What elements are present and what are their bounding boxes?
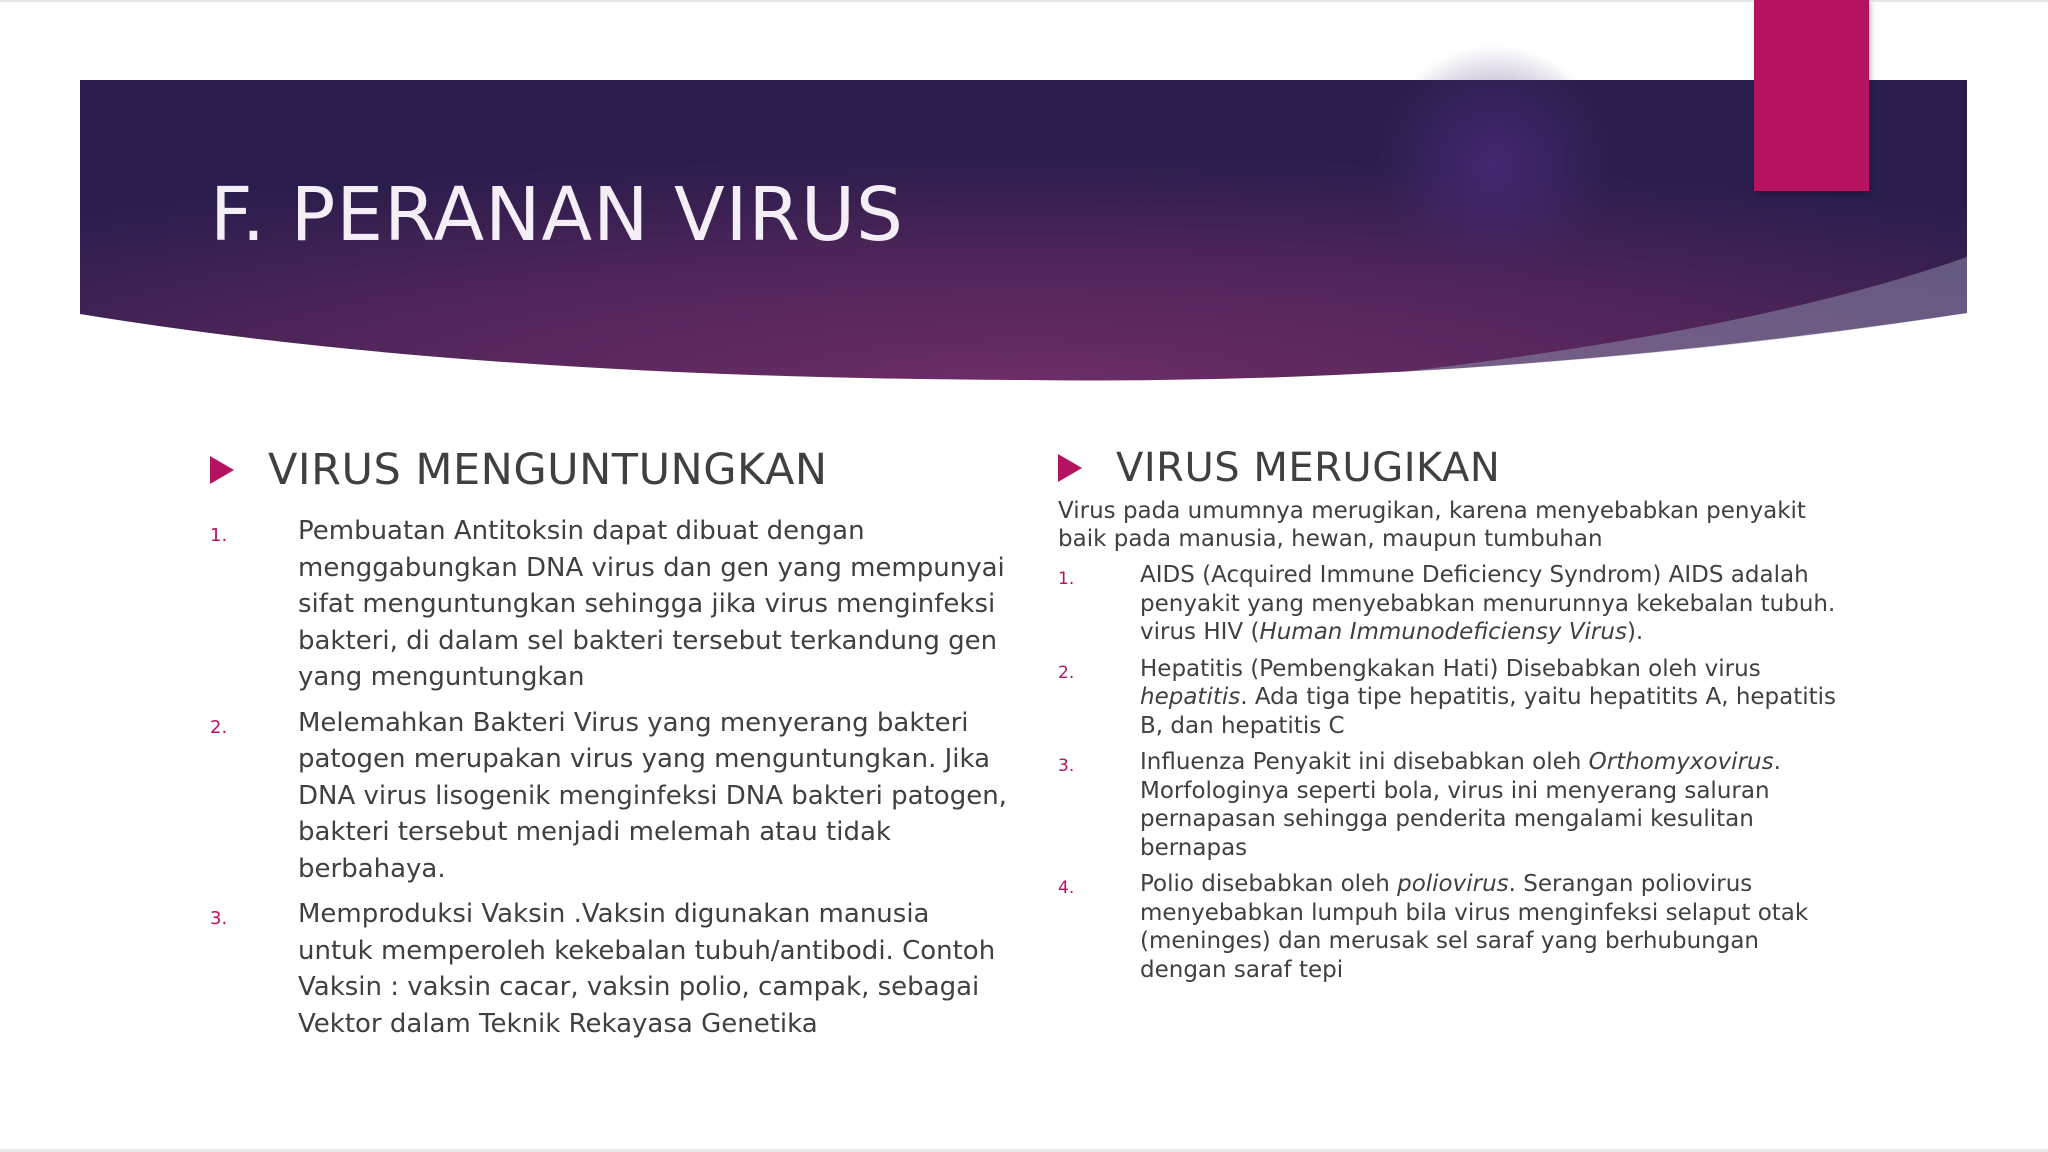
list-text: AIDS (Acquired Immune Deficiency Syndrom) AIDS adalah penyakit yang menyebabkan menurunnya kekebalan tubuh. virus HIV (	[1140, 562, 1836, 645]
right-heading	[1058, 445, 1848, 491]
right-heading-text: VIRUS MERUGIKAN	[1116, 445, 1501, 491]
list-number: 4.	[1058, 878, 1075, 898]
right-column	[1058, 445, 1848, 992]
list-text-italic: poliovirus	[1397, 871, 1509, 897]
list-number: 3.	[210, 908, 228, 929]
list-text: . Serangan poliovirus menyebabkan lumpuh bila virus menginfeksi selaput otak (meninges) dan merusak sel saraf yang berhubungan dengan saraf tepi	[1140, 871, 1809, 983]
list-text: Influenza Penyakit ini disebabkan oleh	[1140, 749, 1589, 775]
list-number: 2.	[1058, 662, 1075, 683]
list-text: Memproduksi Vaksin .Vaksin digunakan manusia untuk memperoleh kekebalan tubuh/antibodi. Contoh Vaksin : vaksin cacar, vaksin polio, campak, sebagai Vektor dalam Teknik Rekayasa Genetika	[298, 899, 996, 1039]
list-item	[210, 896, 1010, 1042]
triangle-bullet-icon	[210, 456, 234, 484]
list-item	[1058, 748, 1848, 862]
list-item	[1058, 561, 1848, 647]
list-text: . Morfologinya seperti bola, virus ini menyerang saluran pernapasan sehingga penderita mengalami kesulitan bernapas	[1140, 749, 1781, 861]
list-number: 1.	[1058, 569, 1075, 589]
list-number: 1.	[210, 525, 228, 546]
list-text-italic: Orthomyxovirus	[1588, 749, 1774, 775]
left-heading-text: VIRUS MENGUNTUNGKAN	[268, 445, 828, 495]
left-column	[210, 445, 1010, 1051]
right-intro: Virus pada umumnya merugikan, karena menyebabkan penyakit baik pada manusia, hewan, maupun tumbuhan	[1058, 498, 1806, 552]
list-text: Pembuatan Antitoksin dapat dibuat dengan menggabungkan DNA virus dan gen yang mempunyai sifat menguntungkan sehingga jika virus menginfeksi bakteri, di dalam sel bakteri tersebut terkandung gen yang menguntungkan	[298, 516, 1005, 692]
list-text-italic: Human Immunodeficiensy Virus	[1259, 619, 1627, 645]
list-item	[210, 705, 1010, 888]
list-item	[210, 513, 1010, 696]
list-number: 2.	[210, 716, 228, 738]
list-number: 3.	[1058, 756, 1075, 776]
list-text-italic: hepatitis	[1140, 684, 1241, 710]
list-text: Melemahkan Bakteri Virus yang menyerang bakteri patogen merupakan virus yang menguntungkan. Jika DNA virus lisogenik menginfeksi DNA bakteri patogen, bakteri tersebut menjadi melemah atau tidak berbahaya.	[298, 707, 1007, 884]
triangle-bullet-icon	[1058, 454, 1082, 482]
list-text: . Ada tiga tipe hepatitis, yaitu hepatitits A, hepatitis B, dan hepatitis C	[1140, 684, 1837, 739]
left-heading	[210, 445, 1010, 495]
accent-tab	[1754, 0, 1869, 191]
left-list	[210, 513, 1010, 1042]
list-text: Polio disebabkan oleh	[1140, 871, 1398, 897]
right-list	[1058, 561, 1848, 984]
list-item	[1058, 870, 1848, 984]
list-item	[1058, 655, 1848, 741]
slide-title: F. PERANAN VIRUS	[210, 172, 904, 258]
list-text: ).	[1626, 619, 1644, 645]
list-text: Hepatitis (Pembengkakan Hati) Disebabkan oleh virus	[1140, 655, 1761, 682]
